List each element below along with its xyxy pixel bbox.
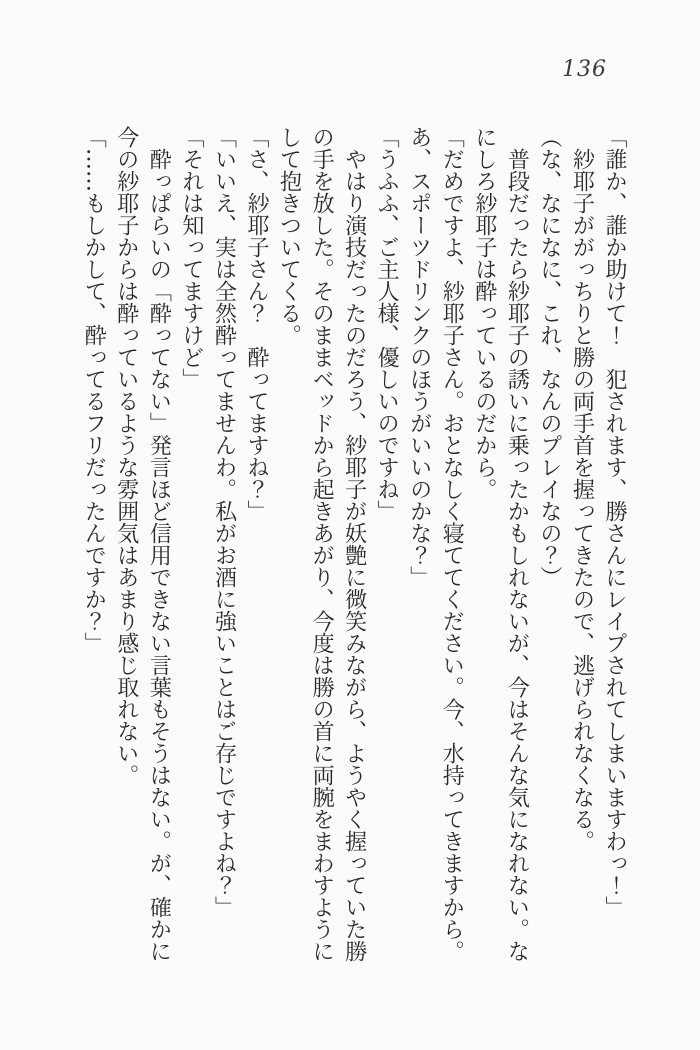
paragraph: 「さ、紗耶子さん？ 酔ってますね？」 bbox=[243, 126, 269, 522]
paragraph: 「いいえ、実は全然酔ってませんわ。私がお酒に強いことはご存じですよね？」 bbox=[211, 126, 237, 918]
page-number: 136 bbox=[562, 57, 607, 82]
paragraph: 紗耶子ががっちりと勝の両手首を握ってきたので、逃げられなくなる。 bbox=[569, 148, 595, 852]
paragraph: 「……もしかして、酔ってるフリだったんですか？」 bbox=[81, 126, 107, 654]
paragraph: 「誰か、誰か助けて！ 犯されます、勝さんにレイプされてしまいますわっ！」 bbox=[602, 126, 627, 918]
text-block bbox=[77, 126, 630, 967]
paragraph: 酔っぱらいの「酔ってない」発言ほど信用できない言葉もそうはない。が、確かに今の紗耶子からは酔っているような雰囲気はあまり感じ取れない。 bbox=[113, 126, 172, 962]
paragraph: （な、なになに、これ、なんのプレイなの？） bbox=[536, 126, 562, 588]
paragraph: 「だめですよ、紗耶子さん。おとなしく寝ててください。今、水持ってきますから。あ、スポーツドリンクのほうがいいのかな？」 bbox=[406, 126, 465, 962]
paragraph: 普段だったら紗耶子の誘いに乗ったかもしれないが、今はそんな気になれない。なにしろ紗耶子は酔っているのだから。 bbox=[471, 126, 530, 962]
paragraph: 「それは知ってますけど」 bbox=[178, 126, 204, 390]
paragraph: やはり演技だったのだろう、紗耶子が妖艶に微笑みながら、ようやく握っていた勝の手を放した。そのままベッドから起きあがり、今度は勝の首に両腕をまわすようにして抱きついてくる。 bbox=[276, 126, 367, 962]
paragraph: 「うふふ、ご主人様、優しいのですね」 bbox=[374, 126, 400, 522]
